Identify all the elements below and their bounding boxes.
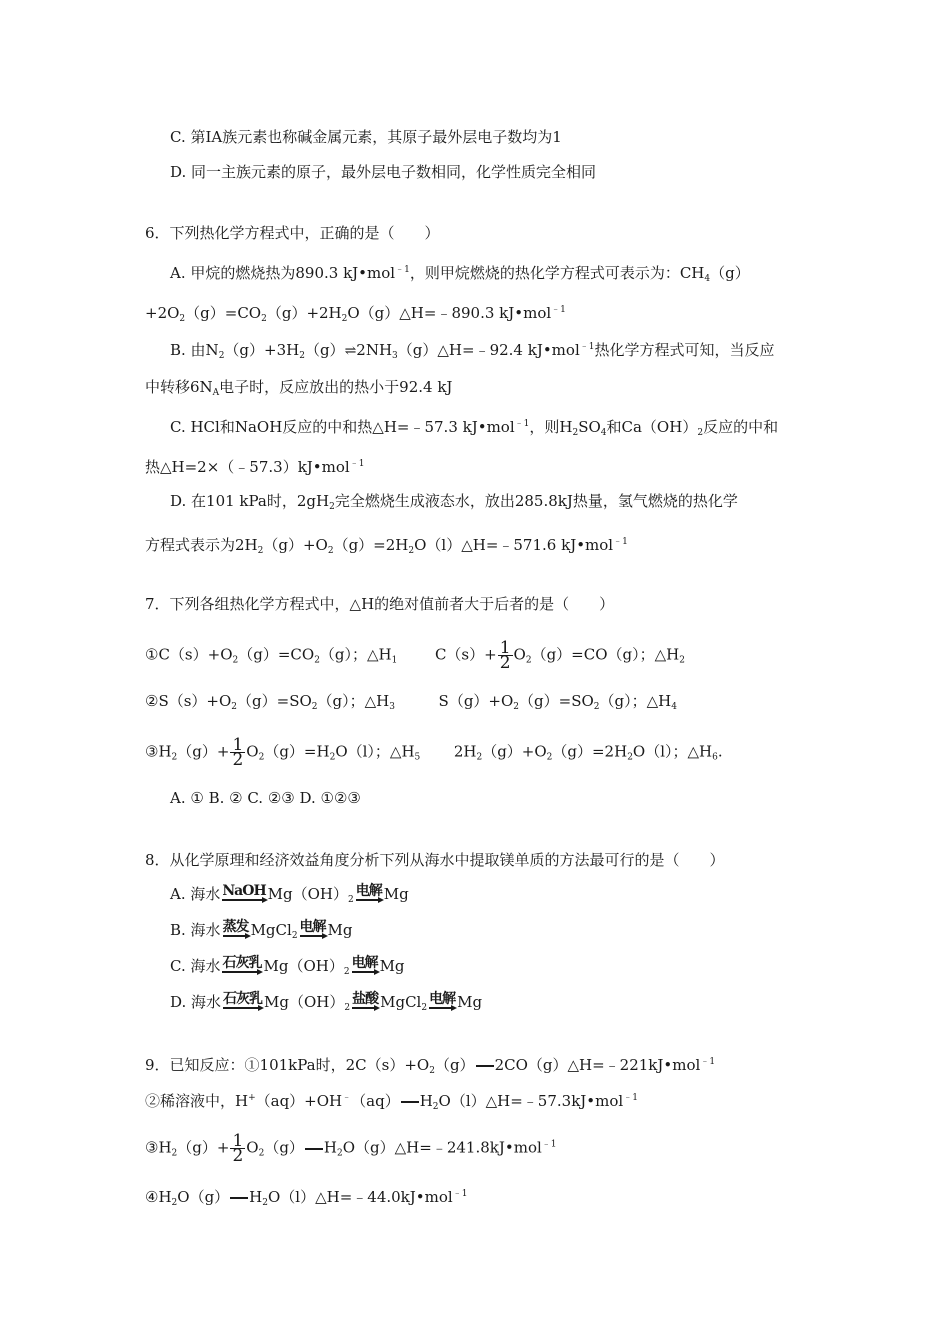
fraction-half [230, 735, 245, 770]
text-span: 电解 [351, 955, 378, 971]
text-span: D. 在101 kPa时，2gH [170, 492, 330, 510]
text-span: Mg（OH） [267, 885, 349, 903]
text-span: （g）=2H [552, 742, 628, 761]
text-span: O（g） [177, 1188, 230, 1206]
text-span: Mg [379, 957, 405, 975]
text-span: 热△H=2×（﹣57.3）kJ•mol [145, 458, 350, 476]
text-span: （g）+O [482, 742, 547, 761]
reaction-arrow-icon [220, 956, 263, 973]
text-span: 反应的中和 [703, 418, 779, 436]
text-span: 2 [179, 314, 186, 324]
reaction-arrow-icon [220, 884, 267, 901]
text-span: 9．已知反应：①101kPa时，2C（s）+O [145, 1056, 430, 1074]
text-span: 2H [453, 742, 477, 761]
text-span: C（s）+ [434, 645, 497, 664]
text-span: + [248, 1093, 256, 1103]
text-span: 6．下列热化学方程式中，正确的是（ ） [145, 224, 440, 242]
fraction-half [498, 638, 513, 673]
q7-row-1 [145, 638, 685, 673]
q6-option-c-line2 [145, 454, 364, 477]
q8-option-b [170, 920, 353, 946]
text-span: 2 [525, 655, 532, 666]
text-span: （g）=2H [333, 536, 409, 554]
reaction-arrow-icon [354, 884, 384, 901]
q6-option-c-line1 [170, 414, 778, 443]
text-span: 2 [232, 655, 239, 666]
text-span: 1 [391, 655, 398, 666]
fraction-half [230, 1131, 245, 1166]
text-span: D. 海水 [170, 993, 222, 1011]
q7-options [170, 788, 361, 808]
text-span: Mg [327, 921, 353, 939]
text-span: 2 [627, 752, 633, 763]
text-span: H [249, 1188, 263, 1206]
text-span: Mg（OH） [264, 993, 345, 1011]
text-span: （g）=CO [238, 645, 315, 664]
text-span: （g） [710, 264, 750, 282]
text-span: Mg [457, 993, 483, 1011]
text-span: 2 [291, 931, 298, 941]
text-span: 电子时，反应放出的热小于92.4 kJ [219, 378, 453, 396]
text-span: B. 海水 [170, 921, 221, 939]
text-span: ﹣1 [700, 1057, 716, 1067]
text-span: 蒸发 [222, 919, 249, 935]
text-span: 2 [499, 653, 511, 673]
text-span: O（l）；△H [632, 742, 713, 761]
q8-option-d [170, 992, 482, 1018]
text-span: ，则H [529, 418, 573, 436]
text-span: 2 [432, 1102, 439, 1112]
text-span: 2 [593, 702, 600, 712]
reaction-arrow-icon [221, 992, 264, 1009]
text-span: （g）+ [177, 1138, 230, 1157]
text-span: （g） [304, 341, 345, 359]
option-c-q5 [170, 127, 562, 147]
text-span: （g）=H [264, 742, 330, 761]
text-span: 2 [258, 752, 265, 763]
text-span: O [246, 1138, 259, 1157]
text-span: O（l）△H=﹣44.0kJ•mol [268, 1188, 453, 1206]
text-span: ﹣1 [452, 1189, 468, 1199]
text-span: 2 [232, 1146, 244, 1166]
text-span: ①C（s）+O [145, 645, 233, 664]
text-span: C. HCl和NaOH反应的中和热△H=﹣57.3 kJ•mol [170, 418, 515, 436]
text-span: 7．下列各组热化学方程式中，△H的绝对值前者大于后者的是（ ） [145, 595, 615, 613]
q6-option-b-line2 [145, 377, 452, 403]
text-span: Mg [383, 885, 409, 903]
question-9-line4 [145, 1184, 467, 1213]
text-span: A. ① B. ② C. ②③ D. ①②③ [170, 789, 361, 807]
text-span: （aq） [351, 1092, 400, 1110]
text-span: 2 [408, 546, 415, 556]
text-span: 2 [679, 655, 685, 666]
reaction-arrow-icon [350, 956, 380, 973]
text-span: NaOH [222, 883, 266, 899]
text-span: D. 同一主族元素的原子，最外层电子数相同，化学性质完全相同 [170, 163, 597, 181]
text-span: 4 [671, 702, 677, 712]
text-span: Mg（OH） [263, 957, 344, 975]
option-d-q5 [170, 162, 596, 182]
text-span: O（l）；△H [335, 742, 415, 761]
text-span: 2 [171, 1198, 178, 1208]
text-span: ﹣1 [349, 459, 365, 469]
text-span: O（l）△H=﹣571.6 kJ•mol [414, 536, 614, 554]
text-span: 电解 [299, 919, 326, 935]
reaction-arrow-icon [350, 992, 380, 1009]
text-span: 2 [218, 351, 225, 361]
text-span: 完全燃烧生成液态水，放出285.8kJ热量，氢气燃烧的热化学 [334, 492, 738, 510]
question-9-line2 [145, 1088, 638, 1117]
text-span: （g）+2H [266, 304, 342, 322]
text-span: 2 [258, 1148, 265, 1159]
text-span: 2 [546, 752, 553, 763]
text-span: ﹣1 [623, 1093, 638, 1103]
text-span: 2 [344, 1003, 351, 1013]
q6-option-b-line1 [170, 337, 775, 366]
text-span: 电解 [355, 883, 382, 899]
text-span: ﹣1 [551, 305, 566, 315]
text-span: A [212, 388, 220, 398]
text-span: O（g）△H=﹣890.3 kJ•mol [347, 304, 552, 322]
text-span: 2 [476, 752, 483, 763]
equals-line-icon [401, 1101, 419, 1103]
text-span: 1 [232, 1131, 244, 1151]
text-span: 4 [704, 274, 711, 284]
text-span: 2 [348, 895, 354, 905]
q6-option-a-line1 [170, 260, 750, 289]
text-span: （g）=SO [519, 692, 594, 710]
text-span: 2CO（g）△H=﹣221kJ•mol [494, 1056, 701, 1074]
text-span: O [246, 742, 259, 761]
text-span: （g）△H=﹣92.4 kJ•mol [397, 341, 580, 359]
text-span: （g）+O [263, 536, 328, 554]
text-span: （g）+ [177, 742, 230, 761]
text-span: B. 由N [170, 341, 219, 359]
text-span: 2NH [356, 341, 393, 359]
text-span: H [323, 1138, 338, 1157]
text-span: MgCl [250, 921, 292, 939]
text-span: ﹣1 [395, 265, 410, 275]
text-span: （g）；△H [317, 692, 390, 710]
text-span: ④H [145, 1188, 172, 1206]
text-span: C. 第ⅠA族元素也称碱金属元素，其原子最外层电子数均为1 [170, 128, 562, 146]
text-span: O（g）△H=﹣241.8kJ•mol [342, 1138, 542, 1157]
text-span: O（l）△H=﹣57.3kJ•mol [438, 1092, 624, 1110]
text-span: 2 [329, 752, 336, 763]
text-span: 1 [232, 735, 244, 755]
text-span: 6 [712, 752, 718, 763]
question-9-line3 [145, 1131, 557, 1166]
text-span: 电解 [429, 991, 456, 1007]
text-span: 8．从化学原理和经济效益角度分析下列从海水中提取镁单质的方法最可行的是（ ） [145, 851, 725, 869]
text-span: 石灰乳 [223, 991, 263, 1007]
text-span: ②S（s）+O [145, 692, 232, 710]
text-span: ﹣1 [613, 537, 628, 547]
text-span: 2 [327, 546, 334, 556]
text-span: （g）+3H [224, 341, 300, 359]
text-span: 2 [697, 428, 704, 438]
text-span: ﹣ [342, 1093, 352, 1103]
text-span: （g） [264, 1138, 304, 1157]
text-span: 2 [262, 1198, 268, 1208]
text-span: ﹣1 [579, 342, 595, 352]
text-span: （g）；△H [599, 692, 672, 710]
text-span: A. 甲烷的燃烧热为890.3 kJ•mol [170, 264, 396, 282]
text-span: （g）；△H [319, 645, 392, 664]
text-span: （aq）+OH [255, 1092, 343, 1110]
text-span: . [717, 742, 723, 761]
question-8 [145, 850, 725, 870]
text-span: 方程式表示为2H [145, 536, 258, 554]
text-span: 盐酸 [352, 991, 379, 1007]
text-span: ﹣1 [514, 419, 530, 429]
q8-option-a [170, 884, 409, 910]
question-9-line1 [145, 1052, 715, 1081]
text-span: 2 [299, 351, 305, 361]
text-span: MgCl [380, 993, 422, 1011]
text-span: ②稀溶液中，H [145, 1092, 249, 1110]
text-span: 热化学方程式可知，当反应 [594, 341, 775, 359]
text-span: 中转移6N [145, 378, 213, 396]
text-span: 2 [572, 428, 579, 438]
text-span: 2 [171, 1148, 178, 1159]
text-span: 和Ca（OH） [606, 418, 698, 436]
text-span: （g）=CO（g）；△H [531, 645, 680, 664]
question-7 [145, 594, 614, 614]
q6-option-a-line2 [145, 300, 566, 329]
text-span: （g）=SO [237, 692, 312, 710]
text-span: SO [578, 418, 601, 436]
reaction-arrow-icon [298, 920, 328, 937]
text-span: 2 [261, 314, 267, 324]
text-span: 2 [513, 702, 520, 712]
text-span: 4 [600, 428, 607, 438]
q6-option-d-line1 [170, 491, 738, 517]
equals-line-icon [230, 1197, 248, 1199]
text-span: O [513, 645, 526, 664]
text-span: H [419, 1092, 433, 1110]
text-span: 3 [389, 702, 395, 712]
text-span: （g）=CO [185, 304, 262, 322]
text-span: 2 [311, 702, 318, 712]
reaction-arrow-icon [427, 992, 457, 1009]
q8-option-c [170, 956, 405, 982]
text-span: C. 海水 [170, 957, 221, 975]
text-span: 2 [232, 750, 244, 770]
text-span: S（g）+O [438, 692, 514, 710]
reaction-arrow-icon [221, 920, 251, 937]
equals-line-icon [305, 1148, 323, 1150]
text-span: 2 [231, 702, 238, 712]
text-span: 2 [337, 1148, 343, 1159]
reversible-arrow-icon: ⇌ [344, 343, 357, 359]
text-span: 2 [421, 1003, 428, 1013]
text-span: 1 [499, 638, 511, 658]
text-span: （g） [434, 1056, 475, 1074]
equals-line-icon [476, 1065, 494, 1067]
text-span: ③H [145, 1138, 172, 1157]
q7-row-2 [145, 691, 677, 717]
text-span: ，则甲烷燃烧的热化学方程式可表示为：CH [409, 264, 705, 282]
q6-option-d-line2 [145, 532, 628, 561]
text-span: ③H [145, 742, 172, 761]
text-span: 2 [257, 546, 264, 556]
text-span: 2 [314, 655, 320, 666]
text-span: 3 [392, 351, 398, 361]
text-span: 2 [429, 1066, 435, 1076]
text-span: A. 海水 [170, 885, 221, 903]
text-span: 2 [171, 752, 178, 763]
question-6 [145, 223, 440, 243]
text-span: 2 [341, 314, 348, 324]
text-span: 石灰乳 [222, 955, 262, 971]
text-span: 5 [414, 752, 421, 763]
text-span: +2O [145, 304, 180, 322]
text-span: ﹣1 [541, 1139, 557, 1150]
text-span: 2 [343, 967, 350, 977]
q7-row-3 [145, 735, 723, 770]
text-span: 2 [329, 502, 335, 512]
